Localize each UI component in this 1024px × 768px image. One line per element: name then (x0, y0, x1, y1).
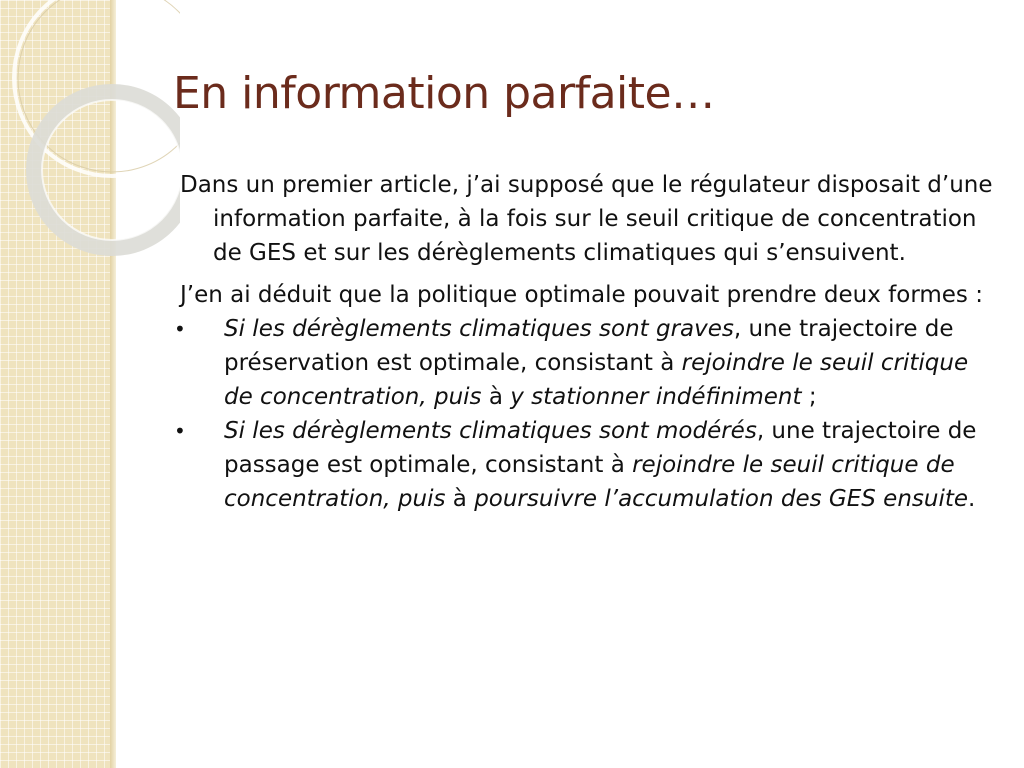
bullet-italic-text: Si les dérèglements climatiques sont graves (224, 316, 734, 342)
bullet-italic-text: rejoindre le seuil critique de concentration, puis (224, 452, 955, 512)
decorative-circles-icon (0, 0, 180, 300)
bullet-italic-text: rejoindre le seuil critique de concentration, puis (224, 350, 969, 410)
bullet-item-graves (174, 312, 1000, 414)
bullet-text: à (445, 486, 475, 512)
bullet-text: . (968, 486, 976, 512)
bullet-item-moderes (174, 414, 1000, 516)
bullet-italic-text: Si les dérèglements climatiques sont modérés (224, 418, 757, 444)
bullet-text: , une trajectoire de passage est optimale, consistant à (224, 418, 977, 478)
bullet-marker: • (174, 317, 186, 341)
slide-body (174, 168, 1000, 516)
bullet-text: , une trajectoire de préservation est optimale, consistant à (224, 316, 954, 376)
paragraph-intro: Dans un premier article, j’ai supposé que le régulateur disposait d’une information parfaite, à la fois sur le seuil critique de concentration de GES et sur les dérèglements climatiques qui s’ensuivent. (180, 172, 993, 266)
paragraph-conclusion: J’en ai déduit que la politique optimale pouvait prendre deux formes : (180, 282, 983, 308)
bullet-text: ; (801, 384, 817, 410)
bullet-text: à (481, 384, 511, 410)
slide-title: En information parfaite… (173, 68, 715, 119)
bullet-marker: • (174, 419, 186, 443)
bullet-italic-text: poursuivre l’accumulation des GES ensuite (474, 486, 969, 512)
bullet-italic-text: y stationner indéfiniment (510, 384, 802, 410)
